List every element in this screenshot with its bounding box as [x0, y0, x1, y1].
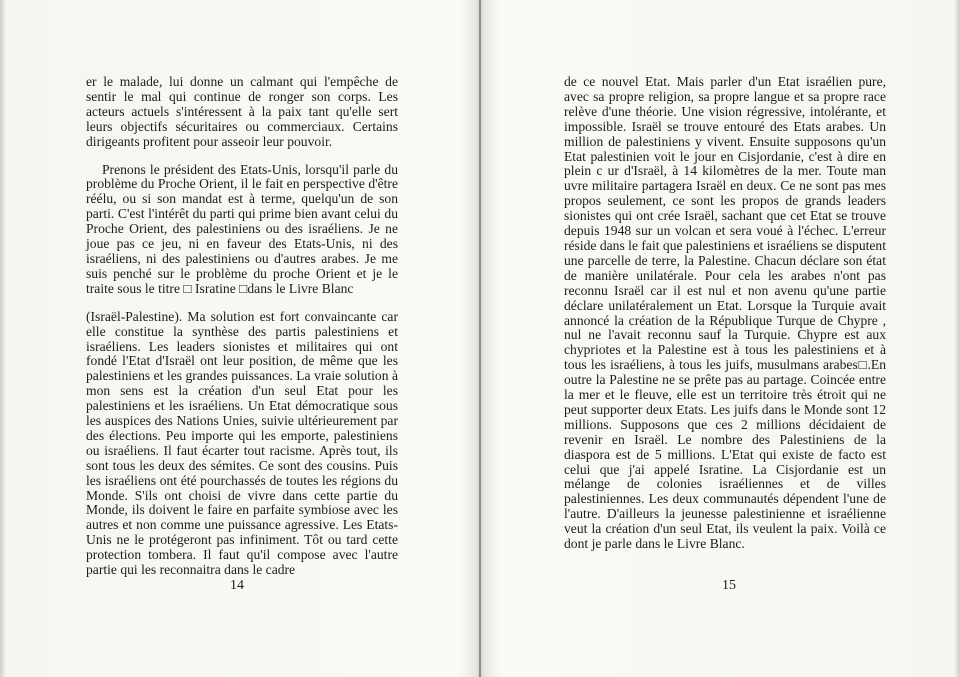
left-page-number: 14: [230, 578, 244, 593]
right-page-text: [564, 75, 886, 552]
left-page: [0, 0, 479, 677]
right-page: [481, 0, 960, 677]
right-page-number: 15: [722, 578, 736, 593]
left-paragraph-2: Prenons le président des Etats-Unis, lorsqu'il parle du problème du Proche Orient, il le fait en perspective d'être réélu, ou si son mandat est à terme, quelqu'un de son parti. C'est l'intérêt du parti qui prime bien avant celui du Proche Orient, des palestiniens ou des israéliens. Je ne joue pas ce jeu, ni en faveur des Etats-Unis, ni des israéliens, ni des palestiniens ou d'autres arabes. Je me suis penché sur le problème du proche Orient et je le traite sous le titre □ Isratine □dans le Livre Blanc: [86, 161, 398, 296]
right-paragraph-1: de ce nouvel Etat. Mais parler d'un Etat israélien pure, avec sa propre religion, sa propre langue et sa propre race relève d'une théorie. Une vision régressive, intolérante, et impossible. Israël se trouve entouré des Etats arabes. Un million de palestiniens y vivent. Ensuite supposons qu'un Etat palestinien voit le jour en Cisjordanie, c'est à dire en plein c ur d'Israël, à 14 kilomètres de la mer. Toute man uvre militaire partagera Israël en deux. Ce ne sont pas mes propos seulement, ce sont les propos de grands leaders sionistes qui ont crée Israël, sachant que cet Etat se trouve depuis 1948 sur un volcan et sera voué à l'échec. L'erreur réside dans le fait que palestiniens et israéliens se disputent une parcelle de terre, la Palestine. Chacun déclare son état de manière unilatérale. Pour cela les arabes n'ont pas reconnu Israël car il est nul et non avenu qu'une partie déclare unilatéralement un Etat. Lorsque la Turquie avait annoncé la création de la République Turque de Chypre , nul ne l'avait reconnu sauf la Turquie. Chypre est aux chypriotes et la Palestine est à tous les palestiniens et à tous les israéliens, à tous les juifs, musulmans arabes□.En outre la Palestine ne se prête pas au partage. Coincée entre la mer et le fleuve, elle est un territoire très étroit qui ne peut supporter deux Etats. Les juifs dans le Monde sont 12 millions. Supposons que ces 2 millions décidaient de revenir en Israël. Le nombre des Palestiniens de la diaspora est de 5 millions. L'Etat qui existe de facto est celui que j'ai appelé Isratine. La Cisjordanie est un mélange de colonies israéliennes et de villes palestiniennes. Les deux communautés dépendent l'une de l'autre. D'ailleurs la jeunesse palestinienne et israélienne veut la création d'un seul Etat, ils veulent la paix. Voilà ce dont je parle dans le Livre Blanc.: [564, 74, 887, 552]
left-paragraph-1: er le malade, lui donne un calmant qui l'empêche de sentir le mal qui continue de ronger son corps. Les acteurs actuels s'intéressent à la paix tant qu'elle sert leurs objectifs sécuritaires ou commerciaux. Certains dirigeants profitent pour asseoir leur pouvoir.: [86, 74, 398, 149]
left-paragraph-3: (Israël-Palestine). Ma solution est fort convaincante car elle constitue la synthèse des partis palestiniens et israéliens. Les leaders sionistes et militaires qui ont fondé l'Etat d'Israël ont leur position, de même que les palestiniens et les grandes puissances. La vraie solution à mon sens est la création d'un seul Etat pour les palestiniens et les israéliens. Un Etat démocratique sous les auspices des Nations Unies, suivie ultérieurement par des élections. Peu importe qui les emporte, palestiniens ou israéliens. Il faut écarter tout racisme. Après tout, ils sont tous les deux des sémites. Ce sont des cousins. Puis les israéliens ont été pourchassés de toutes les régions du Monde. S'ils ont choisi de vivre dans cette partie du Monde, ils doivent le faire en parfaite symbiose avec les autres et non comme une puissance agressive. Les Etats-Unis ne le protégeront pas infiniment. Tôt ou tard cette protection tombera. Il faut qu'il compose avec l'autre partie qui les reconnaitra dans le cadre: [86, 308, 398, 578]
left-page-text: [86, 75, 398, 578]
